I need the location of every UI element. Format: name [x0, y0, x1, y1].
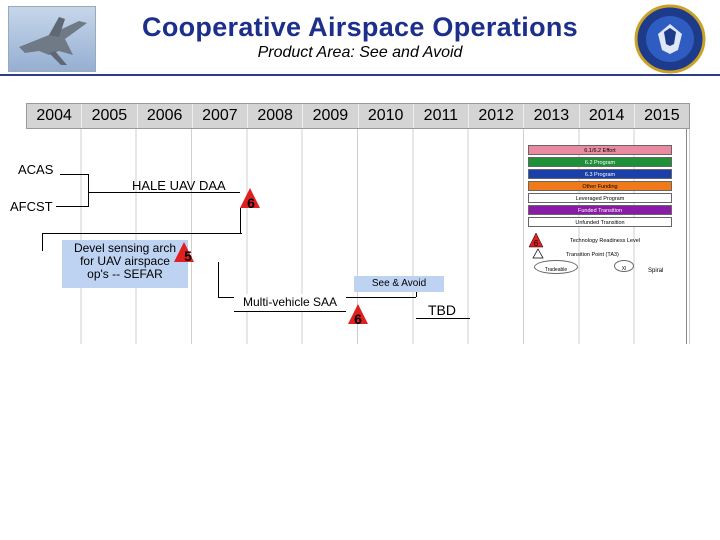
year-header: [26, 103, 690, 129]
legend-item: 6.3 Program: [528, 169, 672, 179]
multi-drop-connector: [218, 262, 219, 298]
legend-item: Unfunded Transition: [528, 217, 672, 227]
hale-label: HALE UAV DAA: [132, 178, 226, 193]
legend-item: Funded Transition: [528, 205, 672, 215]
year-label: 2008: [248, 104, 303, 128]
afcst-label: AFCST: [10, 199, 53, 214]
devel-drop-connector: [42, 233, 43, 251]
svg-text:6: 6: [354, 311, 362, 326]
tbd-connector: [346, 297, 416, 298]
year-label: 2010: [359, 104, 414, 128]
spiral-marker: Xl: [614, 260, 634, 272]
svg-text:5: 5: [184, 248, 192, 264]
transition-point-label: Transition Point (TA3): [566, 252, 619, 258]
year-label: 2011: [414, 104, 469, 128]
devel-label-line3: op's -- SEFAR: [87, 267, 163, 281]
spiral-label: Spiral: [648, 268, 664, 274]
year-label: 2013: [524, 104, 579, 128]
acas-label: ACAS: [18, 162, 54, 177]
devel-label-line2: for UAV airspace: [80, 254, 170, 268]
year-label: 2009: [303, 104, 358, 128]
trl-legend-label: Technology Readiness Level: [570, 238, 641, 244]
trl-legend-marker-icon: [528, 232, 544, 248]
legend-item: 6.1/6.2 Effort: [528, 145, 672, 155]
see-avoid-box: [354, 276, 444, 292]
legend-item: Leveraged Program: [528, 193, 672, 203]
year-label: 2005: [82, 104, 137, 128]
year-label: 2007: [193, 104, 248, 128]
hale-trl-marker-icon: [238, 186, 262, 210]
hale-drop-connector: [240, 208, 241, 234]
tbd-label: TBD: [428, 302, 456, 318]
devel-label-line1: Devel sensing arch: [73, 241, 177, 255]
see-avoid-label: See & Avoid: [371, 278, 427, 289]
year-label: 2014: [580, 104, 635, 128]
legend-item: Other Funding: [528, 181, 672, 191]
transition-point-icon: [532, 248, 544, 259]
year-label: 2015: [644, 107, 680, 124]
tbd-underline: [416, 318, 470, 319]
multi-vehicle-label: Multi-vehicle SAA: [242, 295, 338, 309]
timeline-right-border: [686, 129, 687, 344]
multi-trl-marker-icon: [346, 302, 370, 326]
tradeable-marker: Tradeable: [534, 260, 578, 274]
afcst-connector: [56, 206, 88, 207]
multi-connector: [218, 297, 234, 298]
svg-text:6: 6: [533, 239, 539, 248]
devel-trl-marker-icon: [172, 240, 198, 264]
acas-connector: [60, 174, 88, 175]
year-label: 2006: [138, 104, 193, 128]
year-label: 2004: [27, 104, 82, 128]
header-divider: [0, 74, 720, 76]
page-title: Cooperative Airspace Operations: [142, 12, 578, 42]
year-label: 2012: [469, 104, 524, 128]
devel-top-connector: [42, 233, 242, 234]
legend-item: 6.2 Program: [528, 157, 672, 167]
multi-vehicle-box: [234, 294, 346, 312]
devel-sensing-box: [62, 240, 188, 288]
svg-text:6: 6: [247, 195, 255, 210]
page-subtitle: Product Area: See and Avoid: [257, 44, 463, 61]
merge-connector: [88, 174, 89, 207]
air-force-seal-icon: [628, 4, 712, 74]
